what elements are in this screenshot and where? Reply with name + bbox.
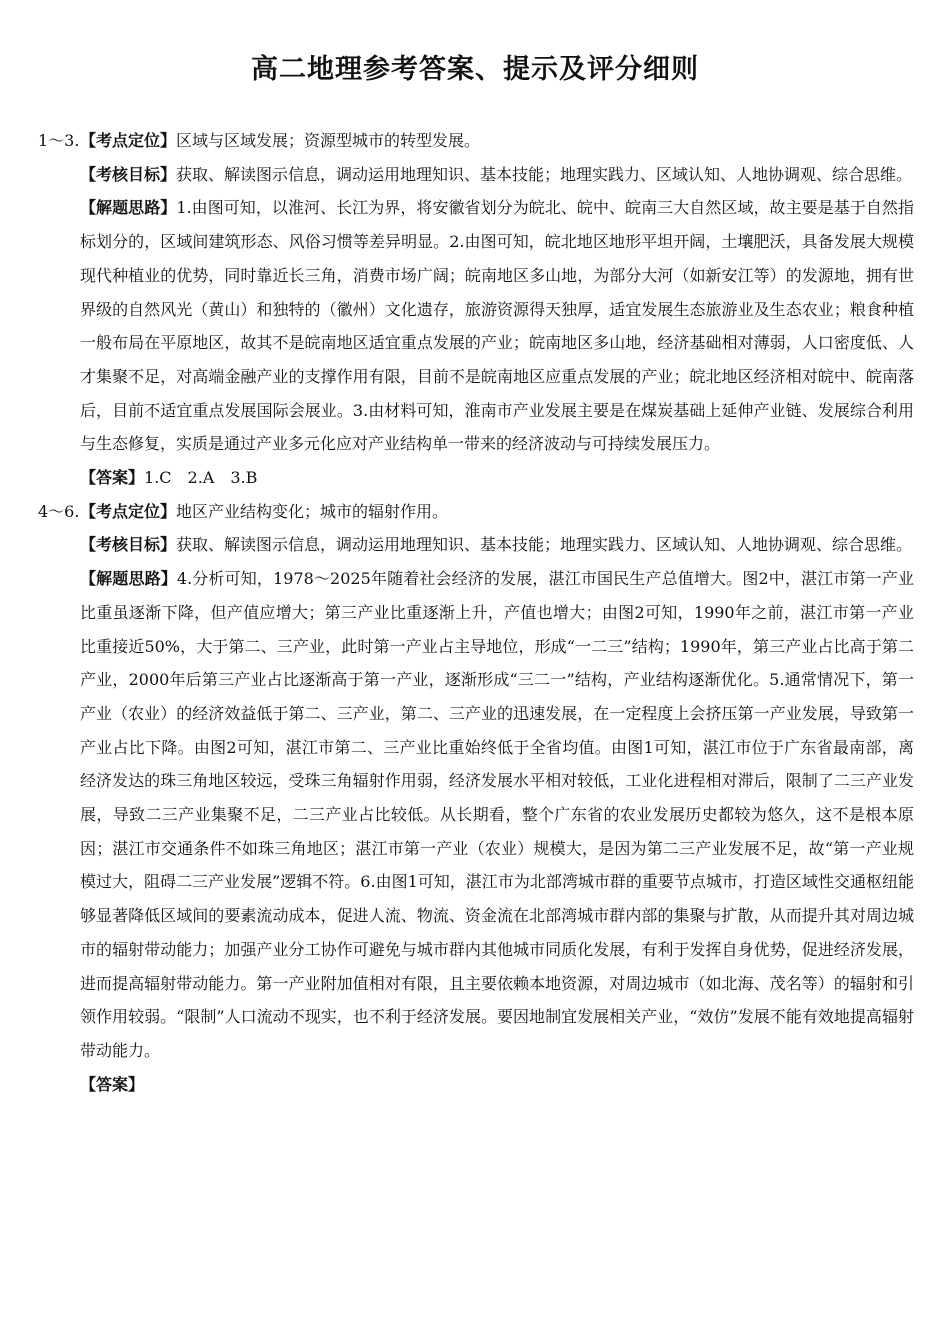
section-2-target-label: 【考核目标】: [80, 535, 177, 555]
section-1-analysis-text: 1.由图可知，以淮河、长江为界，将安徽省划分为皖北、皖中、皖南三大自然区域，故主要是基于自然指标划分的，区域间建筑形态、风俗习惯等差异明显。2.由图可知，皖北地区地形平坦开阔，土壤肥沃，具备发展大规模现代种植业的优势，同时靠近长三角，消费市场广阔；皖南地区多山地，为部分大河（如新安江等）的发源地，拥有世界级的自然风光（黄山）和独特的（徽州）文化遗存，旅游资源得天独厚，适宜发展生态旅游业及生态农业；粮食种植一般布局在平原地区，故其不是皖南地区适宜重点发展的产业；皖南地区多山地，经济基础相对薄弱，人口密度低、人才集聚不足，对高端金融产业的支撑作用有限，目前不是皖南地区应重点发展的产业；皖北地区经济相对皖中、皖南落后，目前不适宜重点发展国际会展业。3.由材料可知，淮南市产业发展主要是在煤炭基础上延伸产业链、发展综合利用与生态修复，实质是通过产业多元化应对产业结构单一带来的经济波动与可持续发展压力。: [80, 198, 914, 454]
section-1-answer: [38, 461, 914, 495]
section-2-analysis-text: 4.分析可知，1978～2025年随着社会经济的发展，湛江市国民生产总值增大。图2中，湛江市第一产业比重虽逐渐下降，但产值应增大；第三产业比重逐渐上升，产值也增大；由图2可知，1990年之前，湛江市第一产业比重接近50%，大于第二、三产业，此时第一产业占主导地位，形成“一二三”结构；1990年，第三产业占比高于第二产业，2000年后第三产业占比逐渐高于第一产业，逐渐形成“三二一”结构，产业结构逐渐优化。5.通常情况下，第一产业（农业）的经济效益低于第二、三产业，第二、三产业的迅速发展，在一定程度上会挤压第一产业发展，导致第一产业占比下降。由图2可知，湛江市第二、三产业比重始终低于全省均值。由图1可知，湛江市位于广东省最南部，离经济发达的珠三角地区较远，受珠三角辐射作用弱，经济发展水平相对较低，工业化进程相对滞后，限制了二三产业发展，导致二三产业集聚不足，二三产业占比较低。从长期看，整个广东省的农业发展历史都较为悠久，这不是根本原因；湛江市交通条件不如珠三角地区；湛江市第一产业（农业）规模大，是因为第二三产业发展不足，故“第一产业规模过大，阻碍二三产业发展”逻辑不符。6.由图1可知，湛江市为北部湾城市群的重要节点城市，打造区域性交通枢纽能够显著降低区域间的要素流动成本，促进人流、物流、资金流在北部湾城市群内部的集聚与扩散，从而提升其对周边城市的辐射带动能力；加强产业分工协作可避免与城市群内其他城市同质化发展，有利于发挥自身优势，促进经济发展，进而提高辐射带动能力。第一产业附加值相对有限，且主要依赖本地资源，对周边城市（如北海、茂名等）的辐射和引领作用较弱。“限制”人口流动不现实，也不利于经济发展。要因地制宜发展相关产业，“效仿”发展不能有效地提高辐射带动能力。: [80, 569, 914, 1060]
section-2-position: [38, 495, 914, 529]
section-1-position-text: 区域与区域发展；资源型城市的转型发展。: [176, 131, 481, 150]
section-1-target-text: 获取、解读图示信息，调动运用地理知识、基本技能；地理实践力、区域认知、人地协调观、综合思维。: [176, 164, 913, 184]
section-2-answer: [38, 1068, 914, 1102]
section-2-answer-label: 【答案】: [80, 1074, 145, 1094]
section-2-target: [38, 528, 914, 562]
section-1-position: [38, 124, 914, 158]
section-2-analysis: [38, 562, 914, 1068]
section-2-position-text: 地区产业结构变化；城市的辐射作用。: [176, 501, 449, 521]
section-1-answer-text: 1.C 2.A 3.B: [144, 468, 258, 488]
document-content: [38, 124, 914, 1101]
section-2-position-label: 【考点定位】: [80, 501, 177, 521]
section-1-target: [38, 158, 914, 192]
section-1-analysis-label: 【解题思路】: [80, 198, 177, 218]
document-title: 高二地理参考答案、提示及评分细则: [251, 54, 699, 85]
section-2-analysis-label: 【解题思路】: [80, 569, 177, 589]
section-2-number: 4～6.: [38, 501, 80, 521]
section-1-target-label: 【考核目标】: [80, 164, 177, 184]
section-1-position-label: 【考点定位】: [80, 131, 177, 150]
section-1-number: 1～3.: [38, 131, 80, 150]
section-1-answer-label: 【答案】: [80, 468, 145, 488]
section-1-analysis: [38, 191, 914, 461]
section-2-target-text: 获取、解读图示信息，调动运用地理知识、基本技能；地理实践力、区域认知、人地协调观、综合思维。: [176, 535, 913, 555]
